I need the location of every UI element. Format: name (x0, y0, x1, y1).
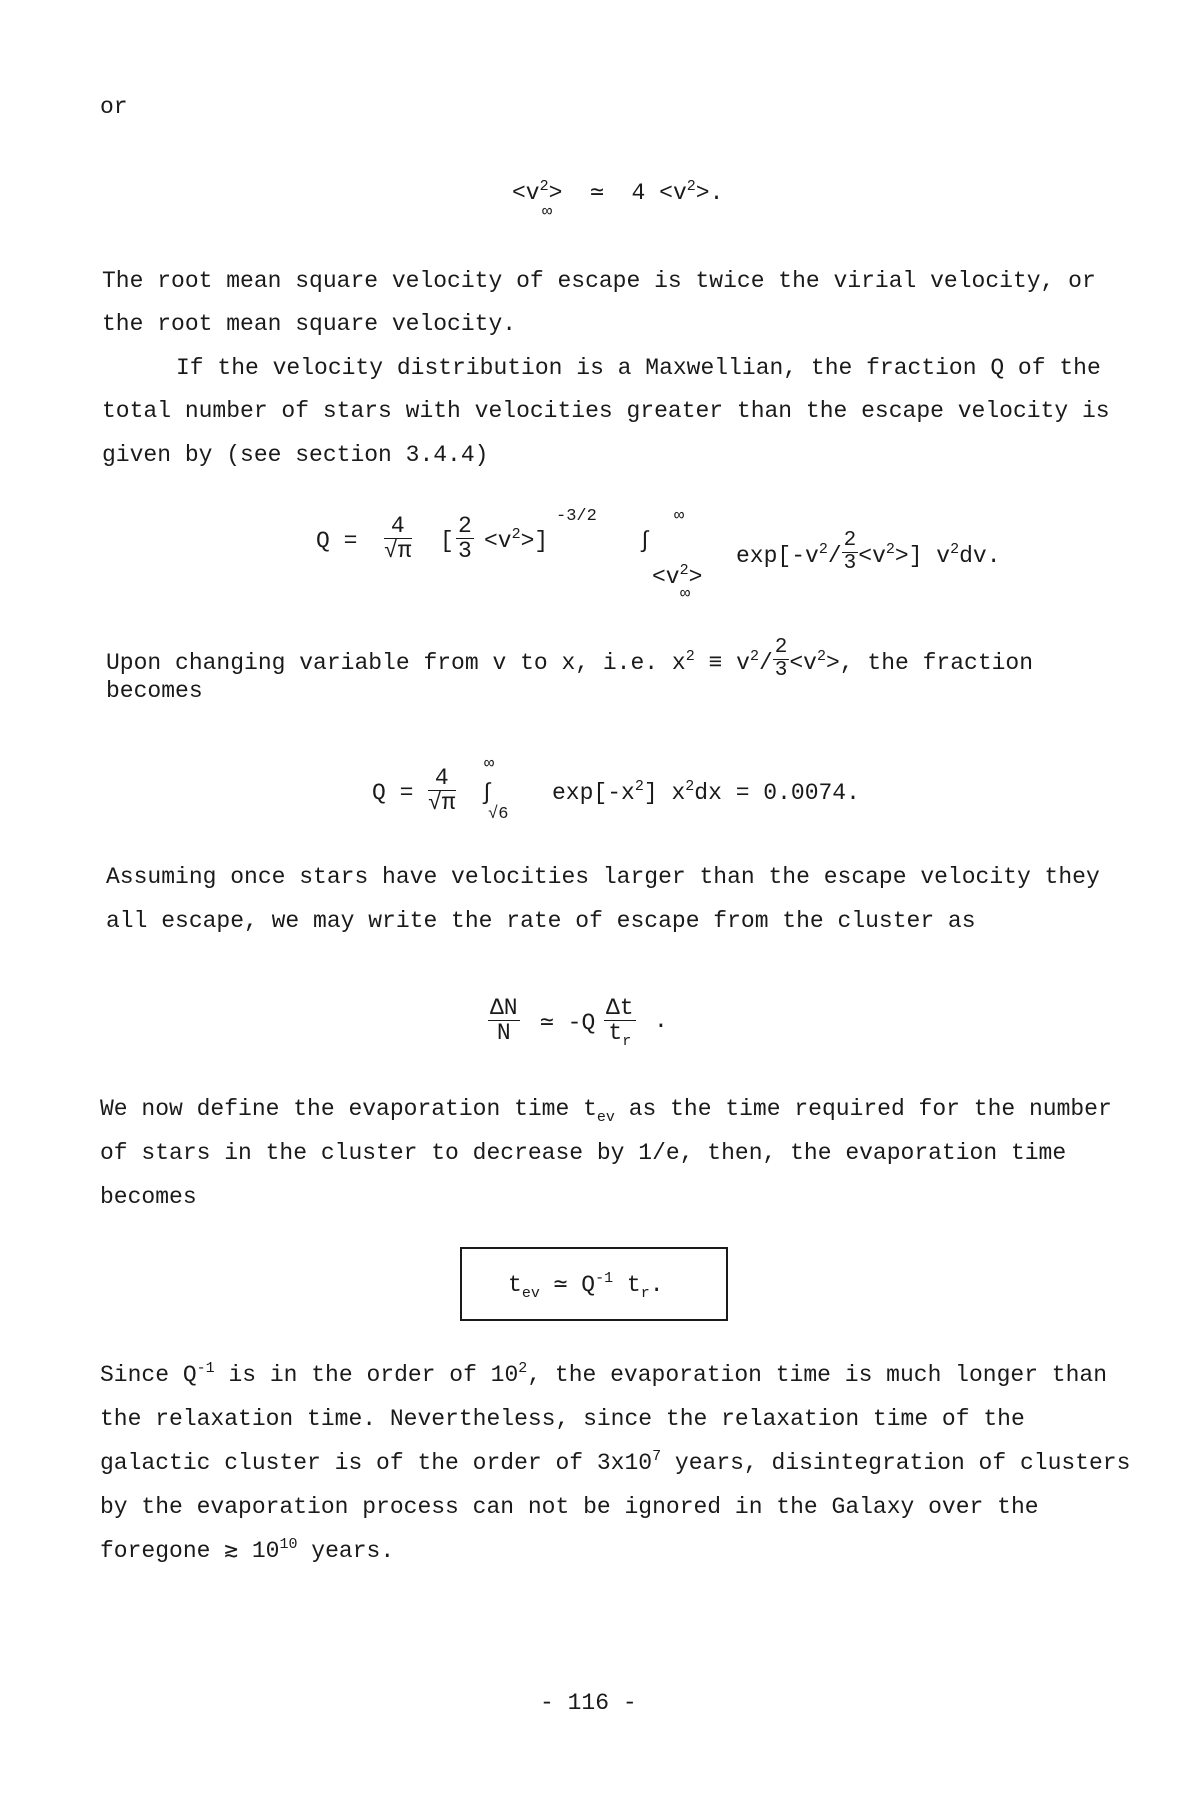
para5-line1-a: We now define the evaporation time t (100, 1096, 597, 1122)
para3-line-1 (106, 637, 1033, 682)
para6-line-3 (100, 1448, 1131, 1476)
para5-line1-b: as the time required for the number (614, 1096, 1112, 1122)
para3-text-b: ≡ v (694, 650, 750, 677)
para3-sup-b: 2 (749, 648, 759, 666)
eq2-int-c: <v (858, 543, 886, 570)
eq1-rhs-end: >. (695, 180, 724, 206)
para3-frac-num: 2 (774, 636, 788, 659)
eq5-t-sub: ev (521, 1285, 540, 1302)
para4-line-2: all escape, we may write the rate of escape from the cluster as (106, 908, 976, 934)
para6-l1-a: Since Q (100, 1362, 197, 1388)
para6-l5-b: years. (297, 1538, 395, 1564)
eq4-end: . (654, 1008, 668, 1034)
eq5-tr-sub: r (640, 1285, 650, 1302)
eq4-lhs-fraction (488, 996, 520, 1045)
eq5-sup: -1 (595, 1270, 614, 1287)
para5-line-2: of stars in the cluster to decrease by 1/e, then, the evaporation time (100, 1140, 1067, 1166)
para6-line-5 (100, 1536, 395, 1564)
eq4-rhs-fraction (604, 995, 636, 1051)
eq4-den-l: N (496, 1020, 511, 1047)
eq2-int-b: / (827, 543, 842, 570)
para6-l1-sup2: 2 (518, 1360, 528, 1377)
eq5-evaporation-time (508, 1270, 664, 1302)
eq2-lower-sub: ∞ (680, 585, 691, 604)
eq2-int-frac (842, 530, 859, 575)
eq3-int-b: ] x (643, 780, 686, 806)
para6-line-2: the relaxation time. Nevertheless, since the relaxation time of the (100, 1406, 1025, 1432)
eq3-sup1: 2 (634, 778, 644, 795)
para2-line-2: total number of stars with velocities greater than the escape velocity is (102, 398, 1110, 424)
para3-text-c: / (758, 650, 773, 677)
eq3-coef-den: √π (428, 790, 456, 817)
eq2-int-sup2: 2 (885, 541, 895, 559)
para5-line-3: becomes (100, 1184, 197, 1210)
para3-sup-d: 2 (816, 648, 826, 666)
eq4-num-l: ΔN (490, 995, 518, 1021)
eq2-mean-v2 (484, 526, 549, 554)
para3-sup-a: 2 (685, 648, 695, 666)
eq3-upper-limit: ∞ (484, 755, 495, 774)
para6-line-4: by the evaporation process can not be ignored in the Galaxy over the (100, 1494, 1039, 1520)
para6-l5-sup: 10 (279, 1536, 298, 1553)
eq2-coef-den: √π (384, 538, 412, 565)
eq4-den-r-sub: r (622, 1033, 632, 1051)
eq2-upper-limit: ∞ (674, 507, 685, 526)
eq1-lhs-end: > (548, 180, 563, 206)
eq2-int-frac-den: 3 (843, 552, 857, 576)
para6-l1-sup: -1 (196, 1360, 215, 1377)
para6-l5-a: foregone ≳ 10 (100, 1538, 280, 1564)
eq5-t: t (508, 1272, 522, 1298)
eq2-int-sup1: 2 (818, 541, 828, 559)
para3-line-2: becomes (106, 678, 203, 704)
eq1-lhs: <v (512, 180, 540, 206)
eq3-coef-num: 4 (428, 766, 456, 791)
eq4-mid: ≃ -Q (540, 1010, 596, 1036)
eq4-den-r-wrap (604, 1020, 636, 1051)
para6-l3-sup: 7 (652, 1448, 662, 1465)
eq3-int-c: dx = 0.0074. (694, 780, 860, 806)
eq1-lhs-sup: 2 (539, 178, 549, 195)
eq2-coef-num: 4 (384, 514, 412, 539)
eq2-close: >] (520, 528, 549, 554)
para6-l3-a: galactic cluster is of the order of 3x10 (100, 1450, 653, 1476)
eq3-sup2: 2 (685, 778, 695, 795)
eq2-v2: <v (484, 528, 512, 554)
eq2-frac-num: 2 (458, 513, 472, 539)
eq2-int-a: exp[-v (736, 543, 819, 570)
eq1-approx: ≃ (590, 180, 604, 206)
eq5-end: . (649, 1272, 664, 1298)
eq5-tr: t (626, 1272, 641, 1298)
para3-text-d: <v (789, 650, 817, 677)
para2-line-1: If the velocity distribution is a Maxwellian, the fraction Q of the (176, 355, 1101, 381)
para5-line1-sub: ev (596, 1109, 615, 1126)
eq3-integrand (552, 778, 860, 806)
eq3-lower-limit: √6 (488, 805, 509, 824)
para4-line-1: Assuming once stars have velocities larger than the escape velocity they (106, 864, 1100, 890)
eq2-int-d: >] v (894, 543, 951, 570)
eq2-frac-two-thirds (456, 514, 474, 563)
eq2-lower-end: > (688, 564, 703, 590)
para6-l1-c: , the evaporation time is much longer than (527, 1362, 1108, 1388)
equation-velocity-relation (512, 178, 724, 222)
eq1-rhs: 4 <v (631, 180, 687, 206)
para3-frac (773, 637, 790, 682)
eq4-num-r: Δt (606, 995, 634, 1021)
eq3-coefficient (428, 766, 456, 815)
eq4-den-r: t (608, 1020, 623, 1047)
para1-line-2: the root mean square velocity. (102, 311, 517, 337)
para1-line-1: The root mean square velocity of escape is twice the virial velocity, or (102, 268, 1096, 294)
eq2-integrand (736, 530, 1001, 575)
eq5-mid: ≃ Q (553, 1272, 596, 1298)
eq2-lower: <v (652, 564, 680, 590)
eq2-q: Q = (316, 528, 358, 554)
eq2-bracket-open: [ (440, 528, 454, 554)
para5-line-1 (100, 1096, 1112, 1126)
para3-text-e: >, the fraction (826, 650, 1034, 677)
para3-frac-den: 3 (774, 659, 788, 683)
eq2-exponent: -3/2 (556, 507, 597, 526)
intro-word: or (100, 94, 128, 120)
eq1-inf-sub: ∞ (542, 203, 553, 222)
para2-line-3: given by (see section 3.4.4) (102, 442, 489, 468)
para6-line-1 (100, 1360, 1108, 1388)
eq2-int-sup3: 2 (950, 541, 960, 559)
eq2-two: 2 (511, 526, 521, 543)
para6-l3-b: years, disintegration of clusters (661, 1450, 1131, 1476)
eq2-lower-limit (652, 562, 703, 590)
eq3-integral-sign: ∫ (480, 780, 494, 806)
eq2-coefficient (384, 514, 412, 563)
eq2-int-e: dv. (959, 543, 1001, 570)
eq2-int-frac-num: 2 (843, 529, 857, 552)
para6-l1-b: is in the order of 10 (214, 1362, 519, 1388)
eq2-integral-sign: ∫ (638, 528, 652, 554)
eq3-q: Q = (372, 780, 414, 806)
para3-text-a: Upon changing variable from v to x, i.e. x (106, 650, 686, 677)
page-number: - 116 - (540, 1690, 637, 1716)
eq2-lower-sup: 2 (679, 562, 689, 579)
eq1-rhs-sup: 2 (686, 178, 696, 195)
eq3-int-a: exp[-x (552, 780, 635, 806)
eq2-frac-den: 3 (458, 538, 472, 565)
